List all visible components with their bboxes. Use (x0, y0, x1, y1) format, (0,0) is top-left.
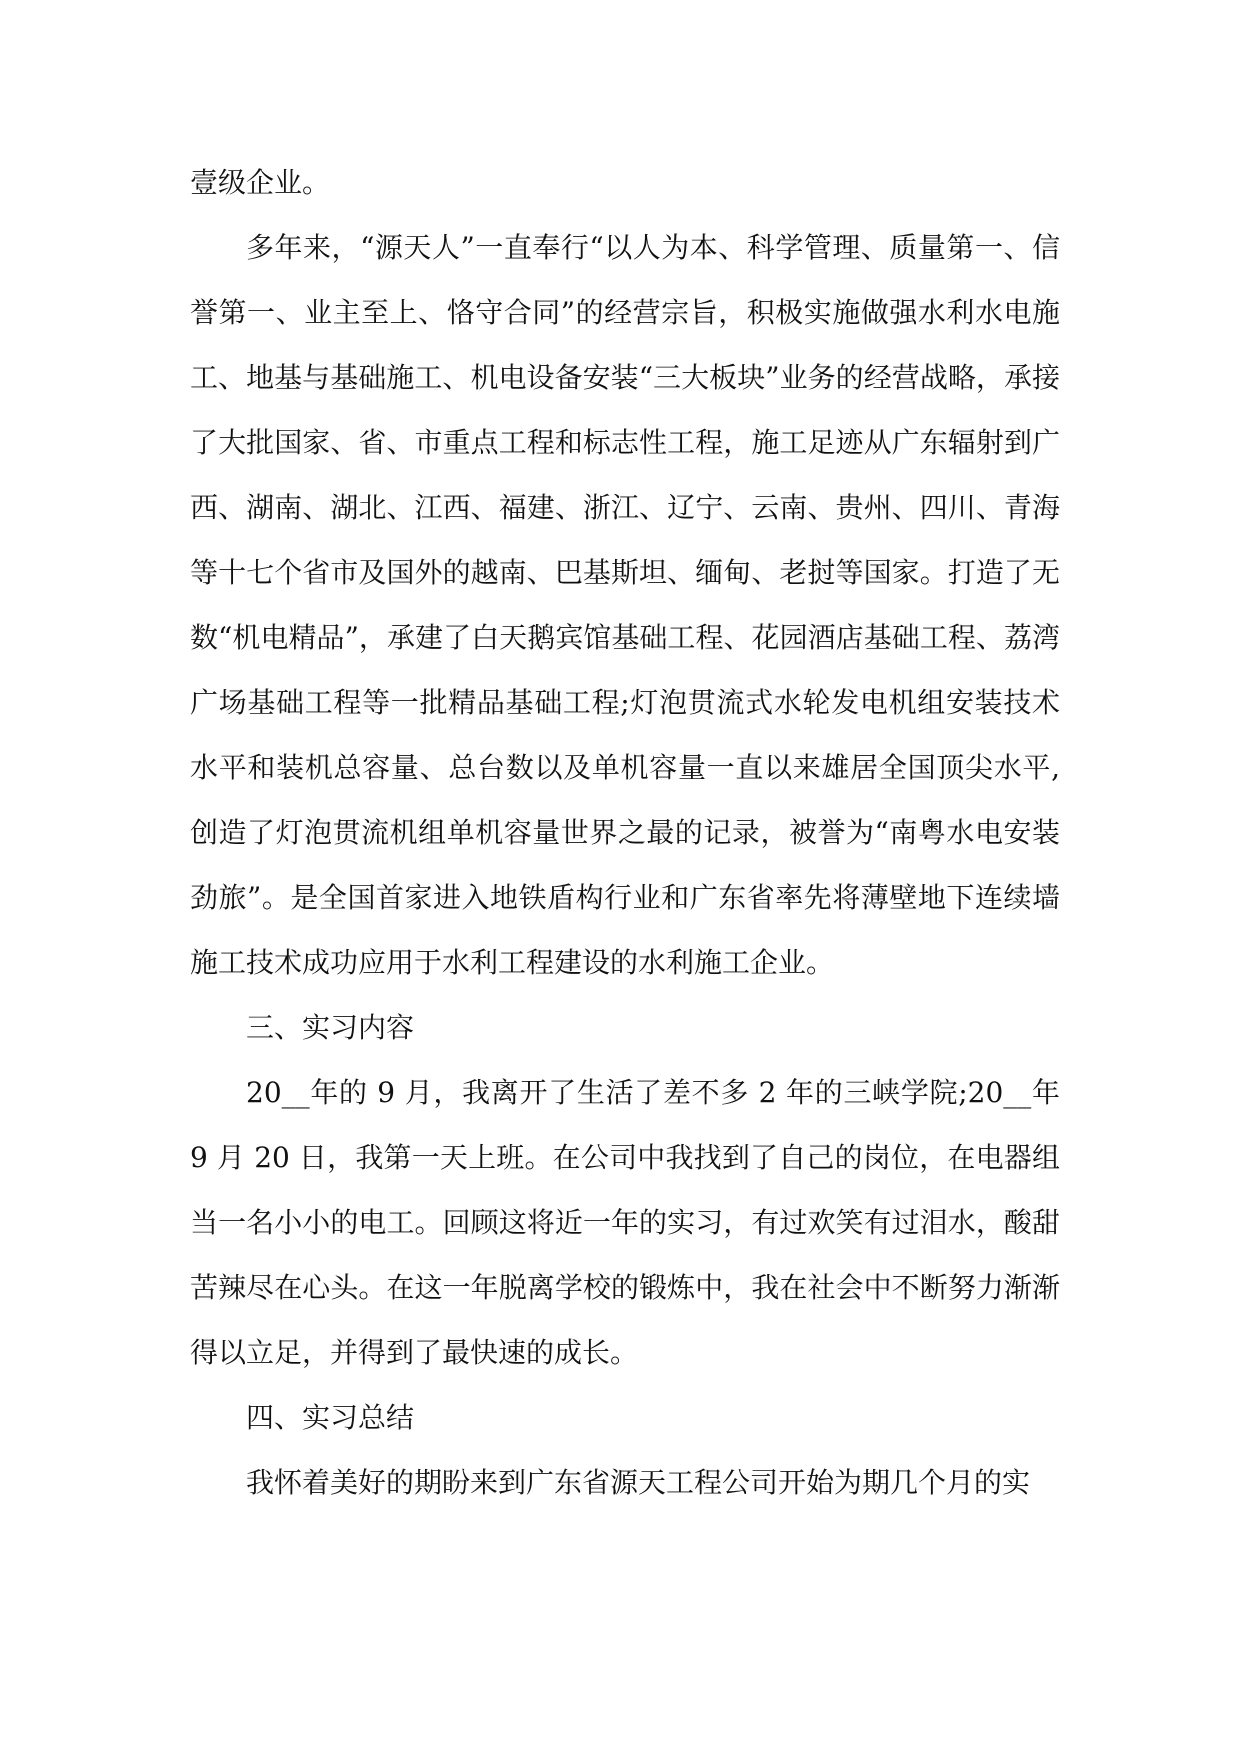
paragraph-internship-content: 20__年的 9 月，我离开了生活了差不多 2 年的三峡学院;20__年 9 月 20 日，我第一天上班。在公司中我找到了自己的岗位，在电器组当一名小小的电工。回顾这将近一年的实习，有过欢笑有过泪水，酸甜苦辣尽在心头。在这一年脱离学校的锻炼中，我在社会中不断努力渐渐得以立足，并得到了最快速的成长。 (190, 1076, 1060, 1369)
paragraph-continued: 壹级企业。 (190, 166, 331, 199)
document-body (190, 150, 1060, 1515)
section-heading-internship-content: 三、实习内容 (246, 1011, 415, 1044)
section-heading-internship-summary: 四、实习总结 (246, 1401, 415, 1434)
paragraph-internship-summary: 我怀着美好的期盼来到广东省源天工程公司开始为期几个月的实 (246, 1466, 1031, 1499)
paragraph-company-history: 多年来，“源天人”一直奉行“以人为本、科学管理、质量第一、信誉第一、业主至上、恪守合同”的经营宗旨，积极实施做强水利水电施工、地基与基础施工、机电设备安装“三大板块”业务的经营战略，承接了大批国家、省、市重点工程和标志性工程，施工足迹从广东辐射到广西、湖南、湖北、江西、福建、浙江、辽宁、云南、贵州、四川、青海等十七个省市及国外的越南、巴基斯坦、缅甸、老挝等国家。打造了无数“机电精品”，承建了白天鹅宾馆基础工程、花园酒店基础工程、荔湾广场基础工程等一批精品基础工程;灯泡贯流式水轮发电机组安装技术水平和装机总容量、总台数以及单机容量一直以来雄居全国顶尖水平,创造了灯泡贯流机组单机容量世界之最的记录，被誉为“南粤水电安装劲旅”。是全国首家进入地铁盾构行业和广东省率先将薄壁地下连续墙施工技术成功应用于水利工程建设的水利施工企业。 (190, 231, 1060, 979)
